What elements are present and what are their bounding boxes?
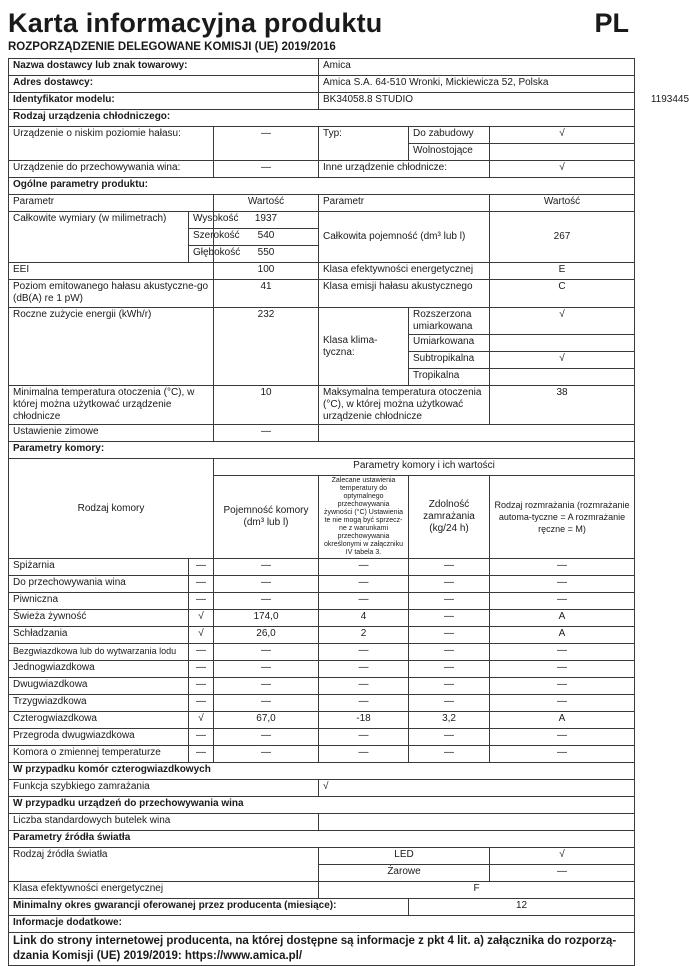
compartment-freezing-capacity: — (409, 644, 490, 661)
compartment-defrost: — (490, 746, 635, 763)
supplier-address-row (9, 76, 635, 93)
energy-class-value: E (490, 263, 635, 280)
light-led-row (9, 848, 635, 865)
climate-value-1 (490, 335, 635, 352)
compartment-present: — (189, 576, 214, 593)
compartment-present: — (189, 695, 214, 712)
compartment-temperature: — (319, 644, 409, 661)
other-device-value: √ (490, 161, 635, 178)
volume-header: Pojemność komory (dm³ lub l) (214, 476, 319, 559)
compartment-row (9, 678, 635, 695)
compartment-name: Komora o zmiennej temperaturze (9, 746, 189, 763)
compartments-heading: Parametry komory: (9, 442, 635, 459)
warranty-value: 12 (409, 899, 635, 916)
compartment-temperature: — (319, 729, 409, 746)
compartment-params-header: Parametry komory i ich wartości (214, 459, 635, 476)
compartment-temperature: — (319, 678, 409, 695)
compartment-name: Trzygwiazdkowa (9, 695, 189, 712)
compartment-row (9, 695, 635, 712)
fast-freeze-row (9, 780, 635, 797)
compartment-row (9, 644, 635, 661)
eei-value: 100 (214, 263, 319, 280)
compartment-defrost: — (490, 644, 635, 661)
compartment-volume: 67,0 (214, 712, 319, 729)
value-header-right: Wartość (490, 195, 635, 212)
compartment-row (9, 627, 635, 644)
compartment-row (9, 729, 635, 746)
compartment-volume: 26,0 (214, 627, 319, 644)
compartment-name: Dwugwiazdkowa (9, 678, 189, 695)
compartment-temperature: — (319, 661, 409, 678)
supplier-name-value: Amica (319, 59, 635, 76)
eei-row (9, 263, 635, 280)
climate-class-label: Klasa klima-tyczna: (319, 308, 409, 386)
light-type-label: Rodzaj źródła światła (9, 848, 319, 882)
compartment-volume: — (214, 746, 319, 763)
climate-value-3 (490, 369, 635, 386)
compartment-defrost: — (490, 661, 635, 678)
compartment-volume: — (214, 593, 319, 610)
compartment-freezing-capacity: — (409, 559, 490, 576)
compartment-name: Do przechowywania wina (9, 576, 189, 593)
compartment-present: √ (189, 627, 214, 644)
compartment-temperature: — (319, 593, 409, 610)
wine-bottles-row (9, 814, 635, 831)
compartment-row (9, 746, 635, 763)
compartment-volume: — (214, 729, 319, 746)
compartment-freezing-capacity: 3,2 (409, 712, 490, 729)
compartment-temperature: — (319, 559, 409, 576)
compartment-defrost: — (490, 576, 635, 593)
compartment-freezing-capacity: — (409, 729, 490, 746)
width-label: Szerokość (189, 229, 214, 246)
compartment-volume: — (214, 576, 319, 593)
language-code: PL (594, 8, 629, 38)
compartment-row (9, 559, 635, 576)
compartment-present: — (189, 593, 214, 610)
compartment-name: Przegroda dwugwiazdkowa (9, 729, 189, 746)
freestanding-value (490, 144, 635, 161)
climate-row-1 (9, 308, 635, 335)
winter-row (9, 425, 635, 442)
warranty-row (9, 899, 635, 916)
low-noise-value: — (214, 127, 319, 161)
fast-freeze-label: Funkcja szybkiego zamrażania (9, 780, 319, 797)
compartment-present: — (189, 746, 214, 763)
light-heading: Parametry źródła światła (9, 831, 635, 848)
depth-value: 550 (214, 246, 319, 263)
manufacturer-link[interactable]: Link do strony internetowej producenta, na której dostępne są informacje z pkt 4 lit. a) załącznika do rozporzą-dzania Komisji (UE) 2019/2019: https://www.amica.pl/ (9, 933, 635, 966)
manufacturer-link-row (9, 933, 635, 966)
compartment-defrost: A (490, 627, 635, 644)
device-type-heading: Rodzaj urządzenia chłodniczego: (9, 110, 635, 127)
compartment-temperature: — (319, 576, 409, 593)
built-in-label: Do zabudowy (409, 127, 490, 144)
wine-device-row (9, 161, 635, 178)
total-volume-value: 267 (490, 212, 635, 263)
compartment-present: — (189, 661, 214, 678)
annual-energy-value: 232 (214, 308, 319, 386)
compartment-defrost: — (490, 678, 635, 695)
compartment-volume: — (214, 559, 319, 576)
climate-label-2: Subtropikalna (409, 352, 490, 369)
compartment-temperature: -18 (319, 712, 409, 729)
built-in-value: √ (490, 127, 635, 144)
page-title: Karta informacyjna produktu (8, 8, 383, 38)
freestanding-label: Wolnostojące (409, 144, 490, 161)
light-class-value: F (319, 882, 635, 899)
additional-heading: Informacje dodatkowe: (9, 916, 635, 933)
compartment-defrost: — (490, 593, 635, 610)
eei-label: EEI (9, 263, 214, 280)
height-value: 1937 (214, 212, 319, 229)
low-noise-label: Urządzenie o niskim poziomie hałasu: (9, 127, 214, 161)
compartment-defrost: A (490, 610, 635, 627)
climate-label-3: Tropikalna (409, 369, 490, 386)
wine-bottles-value (319, 814, 635, 831)
depth-label: Głębokość (189, 246, 214, 263)
noise-class-value: C (490, 280, 635, 308)
noise-label: Poziom emitowanego hałasu akustyczne-go (dB(A) re 1 pW) (9, 280, 214, 308)
model-code: 1193445 (650, 94, 689, 105)
compartment-name: Spiżarnia (9, 559, 189, 576)
value-header-left: Wartość (214, 195, 319, 212)
compartment-temperature: — (319, 695, 409, 712)
compartment-row (9, 576, 635, 593)
total-volume-label: Całkowita pojemność (dm³ lub l) (319, 212, 490, 263)
winter-empty (319, 425, 635, 442)
compartment-type-header: Rodzaj komory (9, 459, 214, 559)
model-identifier: BK34058.8 STUDIO (323, 94, 414, 105)
compartment-name: Bezgwiazdkowa lub do wytwarzania lodu (9, 644, 189, 661)
wine-device-value: — (214, 161, 319, 178)
wine-heading: W przypadku urządzeń do przechowywania wina (9, 797, 635, 814)
width-value: 540 (214, 229, 319, 246)
regulation-title: ROZPORZĄDZENIE DELEGOWANE KOMISJI (UE) 2019/2016 (8, 41, 336, 53)
compartment-freezing-capacity: — (409, 695, 490, 712)
noise-row (9, 280, 635, 308)
product-information-sheet (8, 58, 689, 966)
height-row (9, 212, 635, 229)
compartment-defrost: — (490, 695, 635, 712)
light-class-row (9, 882, 635, 899)
energy-class-label: Klasa efektywności energetycznej (319, 263, 490, 280)
compartment-present: √ (189, 712, 214, 729)
model-value (319, 93, 689, 110)
compartment-freezing-capacity: — (409, 576, 490, 593)
compartment-rows (9, 559, 635, 763)
max-temp-value: 38 (490, 386, 635, 425)
annual-energy-label: Roczne zużycie energii (kWh/r) (9, 308, 214, 386)
led-value: √ (490, 848, 635, 865)
temperature-header: Zalecane ustawienia temperatury do optymalnego przechowywania żywności (°C) Ustawienia te nie mogą być sprzecz-ne z warunkami przechowywania określonymi w załączniku IV tabela 3. (319, 476, 409, 559)
compartment-row (9, 712, 635, 729)
led-label: LED (319, 848, 490, 865)
compartment-volume: — (214, 644, 319, 661)
compartment-defrost: A (490, 712, 635, 729)
model-row (9, 93, 635, 110)
compartment-freezing-capacity: — (409, 593, 490, 610)
compartment-name: Jednogwiazdkowa (9, 661, 189, 678)
winter-label: Ustawienie zimowe (9, 425, 214, 442)
compartment-present: — (189, 644, 214, 661)
compartment-name: Świeża żywność (9, 610, 189, 627)
header (8, 6, 633, 58)
light-class-label: Klasa efektywności energetycznej (9, 882, 319, 899)
compartment-row (9, 593, 635, 610)
climate-label-1: Umiarkowana (409, 335, 490, 352)
compartment-freezing-capacity: — (409, 678, 490, 695)
compartment-volume: 174,0 (214, 610, 319, 627)
wine-device-label: Urządzenie do przechowywania wina: (9, 161, 214, 178)
max-temp-label: Maksymalna temperatura otoczenia (°C), w której można użytkować urządzenie chłodnicze (319, 386, 490, 425)
general-header-row (9, 195, 635, 212)
wine-bottles-label: Liczba standardowych butelek wina (9, 814, 319, 831)
compartment-temperature: — (319, 746, 409, 763)
low-noise-row (9, 127, 635, 144)
fast-freeze-value: √ (319, 780, 635, 797)
height-label: Wysokość (189, 212, 214, 229)
winter-value: — (214, 425, 319, 442)
noise-value: 41 (214, 280, 319, 308)
defrost-type-header: Rodzaj rozmrażania (rozmrażanie automa-tyczne = A rozmrażanie ręczne = M) (490, 476, 635, 559)
model-label: Identyfikator modelu: (9, 93, 319, 110)
bulb-value: — (490, 865, 635, 882)
noise-class-label: Klasa emisji hałasu akustycznego (319, 280, 490, 308)
min-temp-label: Minimalna temperatura otoczenia (°C), w której można użytkować urządzenie chłodnicze (9, 386, 214, 425)
compartment-row (9, 661, 635, 678)
param-header-right: Parametr (319, 195, 490, 212)
compartment-freezing-capacity: — (409, 627, 490, 644)
compartment-defrost: — (490, 729, 635, 746)
compartment-defrost: — (490, 559, 635, 576)
min-temp-value: 10 (214, 386, 319, 425)
general-heading: Ogólne parametry produktu: (9, 178, 635, 195)
climate-value-0: √ (490, 308, 635, 335)
compartment-present: — (189, 559, 214, 576)
compartment-row (9, 610, 635, 627)
compartment-temperature: 4 (319, 610, 409, 627)
compartment-freezing-capacity: — (409, 610, 490, 627)
other-device-label: Inne urządzenie chłodnicze: (319, 161, 490, 178)
compartment-volume: — (214, 678, 319, 695)
compartment-freezing-capacity: — (409, 746, 490, 763)
compartment-name: Schładzania (9, 627, 189, 644)
compartment-temperature: 2 (319, 627, 409, 644)
supplier-name-row (9, 59, 635, 76)
bulb-label: Żarowe (319, 865, 490, 882)
supplier-address-value: Amica S.A. 64-510 Wronki, Mickiewicza 52, Polska (319, 76, 635, 93)
param-header-left: Parametr (9, 195, 214, 212)
compartment-volume: — (214, 695, 319, 712)
warranty-label: Minimalny okres gwarancji oferowanej przez producenta (miesiące): (9, 899, 409, 916)
compartment-volume: — (214, 661, 319, 678)
supplier-address-label: Adres dostawcy: (9, 76, 319, 93)
dimensions-label: Całkowite wymiary (w milimetrach) (9, 212, 189, 263)
ambient-temperature-row (9, 386, 635, 425)
supplier-name-label: Nazwa dostawcy lub znak towarowy: (9, 59, 319, 76)
freezing-capacity-header: Zdolność zamrażania (kg/24 h) (409, 476, 490, 559)
compartments-header-row (9, 459, 635, 476)
climate-value-2: √ (490, 352, 635, 369)
climate-label-0: Rozszerzona umiarkowana (409, 308, 490, 335)
compartment-present: √ (189, 610, 214, 627)
compartment-name: Czterogwiazdkowa (9, 712, 189, 729)
four-star-heading: W przypadku komór czterogwiazdkowych (9, 763, 635, 780)
compartment-name: Piwniczna (9, 593, 189, 610)
compartment-present: — (189, 729, 214, 746)
compartment-freezing-capacity: — (409, 661, 490, 678)
compartment-present: — (189, 678, 214, 695)
type-label: Typ: (319, 127, 409, 161)
